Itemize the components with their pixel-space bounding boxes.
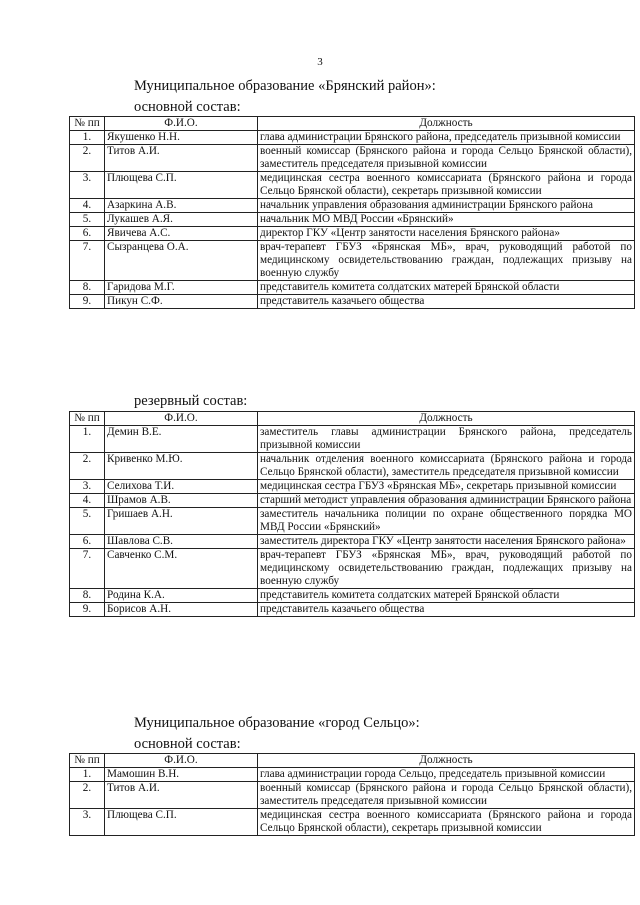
row-number: 9. <box>70 603 105 617</box>
row-number: 4. <box>70 199 105 213</box>
table-row <box>70 782 635 809</box>
table-body <box>70 426 635 617</box>
person-position: начальник МО МВД России «Брянский» <box>258 213 635 227</box>
table-row <box>70 549 635 589</box>
person-position: врач-терапевт ГБУЗ «Брянская МБ», врач, руководящий работой по медицинскому освидетельствованию граждан, подлежащих призыву на военную службу <box>258 549 635 589</box>
row-number: 6. <box>70 227 105 241</box>
row-number: 8. <box>70 589 105 603</box>
table-row <box>70 131 635 145</box>
header-position: Должность <box>258 117 635 131</box>
row-number: 3. <box>70 480 105 494</box>
municipality-heading-bryansk: Муниципальное образование «Брянский район»: <box>134 78 436 94</box>
header-name: Ф.И.О. <box>105 117 258 131</box>
person-name: Сызранцева О.А. <box>105 241 258 281</box>
person-name: Борисов А.Н. <box>105 603 258 617</box>
row-number: 7. <box>70 241 105 281</box>
row-number: 2. <box>70 782 105 809</box>
row-number: 2. <box>70 145 105 172</box>
person-position: медицинская сестра ГБУЗ «Брянская МБ», секретарь призывной комиссии <box>258 480 635 494</box>
person-position: медицинская сестра военного комиссариата (Брянского района и города Сельцо Брянской области), секретарь призывной комиссии <box>258 809 635 836</box>
person-position: представитель комитета солдатских матерей Брянской области <box>258 281 635 295</box>
person-name: Мамошин В.Н. <box>105 768 258 782</box>
person-name: Плющева С.П. <box>105 809 258 836</box>
row-number: 5. <box>70 508 105 535</box>
person-name: Лукашев А.Я. <box>105 213 258 227</box>
table-header-row <box>70 117 635 131</box>
table-row <box>70 145 635 172</box>
table-row <box>70 199 635 213</box>
person-position: военный комиссар (Брянского района и города Сельцо Брянской области), заместитель председателя призывной комиссии <box>258 145 635 172</box>
table-row <box>70 809 635 836</box>
person-name: Шрамов А.В. <box>105 494 258 508</box>
table-body <box>70 131 635 309</box>
person-name: Гаридова М.Г. <box>105 281 258 295</box>
person-name: Шавлова С.В. <box>105 535 258 549</box>
header-position: Должность <box>258 412 635 426</box>
table-row <box>70 295 635 309</box>
reserve-staff-heading: резервный состав: <box>134 393 248 409</box>
table-row <box>70 768 635 782</box>
row-number: 3. <box>70 172 105 199</box>
seltso-main-staff-table <box>69 753 635 836</box>
row-number: 1. <box>70 131 105 145</box>
table-row <box>70 227 635 241</box>
person-position: старший методист управления образования администрации Брянского района <box>258 494 635 508</box>
person-position: военный комиссар (Брянского района и города Сельцо Брянской области), заместитель председателя призывной комиссии <box>258 782 635 809</box>
row-number: 7. <box>70 549 105 589</box>
header-num: № пп <box>70 117 105 131</box>
person-position: заместитель директора ГКУ «Центр занятости населения Брянского района» <box>258 535 635 549</box>
person-position: начальник отделения военного комиссариата (Брянского района и города Сельцо Брянской области), заместитель председателя призывной комиссии <box>258 453 635 480</box>
main-staff-heading: основной состав: <box>134 99 241 115</box>
row-number: 4. <box>70 494 105 508</box>
person-position: заместитель начальника полиции по охране общественного порядка МО МВД России «Брянский» <box>258 508 635 535</box>
person-position: глава администрации Брянского района, председатель призывной комиссии <box>258 131 635 145</box>
header-num: № пп <box>70 754 105 768</box>
table-row <box>70 213 635 227</box>
row-number: 3. <box>70 809 105 836</box>
person-position: начальник управления образования администрации Брянского района <box>258 199 635 213</box>
person-position: врач-терапевт ГБУЗ «Брянская МБ», врач, руководящий работой по медицинскому освидетельствованию граждан, подлежащих призыву на военную службу <box>258 241 635 281</box>
person-name: Титов А.И. <box>105 782 258 809</box>
person-position: медицинская сестра военного комиссариата (Брянского района и города Сельцо Брянской области), секретарь призывной комиссии <box>258 172 635 199</box>
table-row <box>70 508 635 535</box>
main-staff-heading: основной состав: <box>134 736 241 752</box>
table-body <box>70 768 635 836</box>
row-number: 9. <box>70 295 105 309</box>
person-name: Пикун С.Ф. <box>105 295 258 309</box>
table-row <box>70 494 635 508</box>
person-name: Селихова Т.И. <box>105 480 258 494</box>
header-name: Ф.И.О. <box>105 412 258 426</box>
table-row <box>70 426 635 453</box>
person-name: Кривенко М.Ю. <box>105 453 258 480</box>
table-header-row <box>70 412 635 426</box>
table-row <box>70 453 635 480</box>
header-position: Должность <box>258 754 635 768</box>
page-number: 3 <box>317 56 323 68</box>
table-row <box>70 589 635 603</box>
table-row <box>70 480 635 494</box>
person-name: Якушенко Н.Н. <box>105 131 258 145</box>
row-number: 8. <box>70 281 105 295</box>
person-position: представитель казачьего общества <box>258 295 635 309</box>
person-name: Азаркина А.В. <box>105 199 258 213</box>
row-number: 6. <box>70 535 105 549</box>
person-position: глава администрации города Сельцо, председатель призывной комиссии <box>258 768 635 782</box>
person-name: Демин В.Е. <box>105 426 258 453</box>
table-row <box>70 281 635 295</box>
bryansk-main-staff-table <box>69 116 635 309</box>
table-row <box>70 535 635 549</box>
person-name: Савченко С.М. <box>105 549 258 589</box>
header-num: № пп <box>70 412 105 426</box>
municipality-heading-seltso: Муниципальное образование «город Сельцо»: <box>134 715 420 731</box>
table-row <box>70 241 635 281</box>
person-name: Явичева А.С. <box>105 227 258 241</box>
person-position: представитель казачьего общества <box>258 603 635 617</box>
person-name: Плющева С.П. <box>105 172 258 199</box>
person-name: Гришаев А.Н. <box>105 508 258 535</box>
table-header-row <box>70 754 635 768</box>
row-number: 1. <box>70 426 105 453</box>
person-position: представитель комитета солдатских матерей Брянской области <box>258 589 635 603</box>
table-row <box>70 603 635 617</box>
person-position: директор ГКУ «Центр занятости населения Брянского района» <box>258 227 635 241</box>
table-row <box>70 172 635 199</box>
bryansk-reserve-staff-table <box>69 411 635 617</box>
person-name: Родина К.А. <box>105 589 258 603</box>
header-name: Ф.И.О. <box>105 754 258 768</box>
person-position: заместитель главы администрации Брянского района, председатель призывной комиссии <box>258 426 635 453</box>
row-number: 2. <box>70 453 105 480</box>
row-number: 1. <box>70 768 105 782</box>
person-name: Титов А.И. <box>105 145 258 172</box>
row-number: 5. <box>70 213 105 227</box>
